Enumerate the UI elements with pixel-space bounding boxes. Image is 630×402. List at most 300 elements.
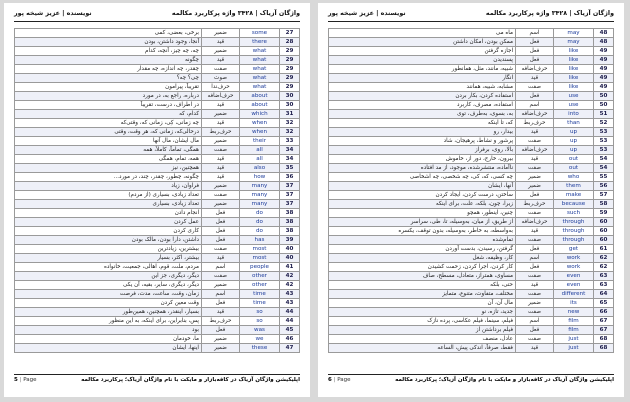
table-row bbox=[15, 56, 300, 65]
part-of-speech: قید bbox=[202, 254, 240, 263]
english-word: its bbox=[554, 299, 594, 308]
persian-meaning: همگی، تماماً، کاملاً، همه bbox=[15, 146, 202, 155]
table-row bbox=[15, 182, 300, 191]
table-row bbox=[329, 335, 614, 344]
part-of-speech: صفت bbox=[516, 290, 554, 299]
persian-meaning: فیلم، سینما، فیلم عکاسی، پرده نازک bbox=[329, 317, 516, 326]
table-row bbox=[15, 299, 300, 308]
english-word: new bbox=[554, 308, 594, 317]
table-row bbox=[329, 164, 614, 173]
part-of-speech: فعل bbox=[202, 227, 240, 236]
part-of-speech: حرف‌اضافه bbox=[202, 92, 240, 101]
persian-meaning: ممکن بودن، امکان داشتن bbox=[329, 38, 516, 47]
part-of-speech: قید bbox=[202, 308, 240, 317]
english-word: such bbox=[554, 209, 594, 218]
part-of-speech: حرف‌ربط bbox=[202, 317, 240, 326]
persian-meaning: پرشور و نشاط، پرهیجان، شاد bbox=[329, 137, 516, 146]
part-of-speech: قید bbox=[202, 164, 240, 173]
row-number: 60 bbox=[594, 236, 614, 245]
row-number: 53 bbox=[594, 146, 614, 155]
part-of-speech: ضمیر bbox=[516, 182, 554, 191]
table-row bbox=[329, 83, 614, 92]
english-word: up bbox=[554, 128, 594, 137]
persian-meaning: چنین، اینطور، همچو bbox=[329, 209, 516, 218]
part-of-speech: حرف‌ندا bbox=[202, 83, 240, 92]
persian-meaning: پسندیدن bbox=[329, 56, 516, 65]
table-row bbox=[15, 92, 300, 101]
row-number: 57 bbox=[594, 191, 614, 200]
page-6 bbox=[318, 3, 624, 397]
row-number: 34 bbox=[280, 155, 300, 164]
row-number: 45 bbox=[280, 326, 300, 335]
table-row bbox=[329, 245, 614, 254]
vocab-table bbox=[328, 28, 614, 353]
persian-meaning: مشابه، شبیه، همانند bbox=[329, 83, 516, 92]
part-of-speech: فعل bbox=[202, 209, 240, 218]
table-row bbox=[329, 29, 614, 38]
part-of-speech: صفت bbox=[202, 272, 240, 281]
persian-meaning: بود bbox=[15, 326, 202, 335]
english-word: many bbox=[240, 191, 280, 200]
persian-meaning: انجام دادن bbox=[15, 209, 202, 218]
row-number: 44 bbox=[280, 308, 300, 317]
english-word: may bbox=[554, 38, 594, 47]
row-number: 62 bbox=[594, 254, 614, 263]
page-footer bbox=[328, 374, 614, 385]
persian-meaning: در اطراف، درست، تقریباً bbox=[15, 101, 202, 110]
row-number: 40 bbox=[280, 245, 300, 254]
row-number: 35 bbox=[280, 164, 300, 173]
row-number: 29 bbox=[280, 83, 300, 92]
row-number: 37 bbox=[280, 200, 300, 209]
part-of-speech: ضمیر bbox=[202, 47, 240, 56]
row-number: 59 bbox=[594, 209, 614, 218]
row-number: 29 bbox=[280, 56, 300, 65]
persian-meaning: تعداد زیادی، بسیاری bbox=[15, 200, 202, 209]
english-word: out bbox=[554, 155, 594, 164]
row-number: 61 bbox=[594, 245, 614, 254]
row-number: 49 bbox=[594, 56, 614, 65]
english-word: like bbox=[554, 56, 594, 65]
english-word: most bbox=[240, 245, 280, 254]
table-row bbox=[329, 236, 614, 245]
persian-meaning: مال ایشان، مال آنها bbox=[15, 137, 202, 146]
part-of-speech: قید bbox=[202, 101, 240, 110]
row-number: 37 bbox=[280, 182, 300, 191]
english-word: other bbox=[240, 281, 280, 290]
part-of-speech: صفت bbox=[516, 308, 554, 317]
english-word: how bbox=[240, 173, 280, 182]
english-word: film bbox=[554, 326, 594, 335]
row-number: 52 bbox=[594, 119, 614, 128]
english-word: work bbox=[554, 254, 594, 263]
english-word: when bbox=[240, 119, 280, 128]
english-word: even bbox=[554, 272, 594, 281]
row-number: 60 bbox=[594, 227, 614, 236]
english-word: even bbox=[554, 281, 594, 290]
part-of-speech: حرف‌ربط bbox=[516, 119, 554, 128]
english-word: just bbox=[554, 335, 594, 344]
page-word: Page bbox=[337, 377, 351, 383]
persian-meaning: استفاده، مصرف، کاربرد bbox=[329, 101, 516, 110]
part-of-speech: قید bbox=[516, 281, 554, 290]
persian-meaning: مال آن، آن bbox=[329, 299, 516, 308]
table-row bbox=[329, 317, 614, 326]
table-row bbox=[15, 146, 300, 155]
row-number: 49 bbox=[594, 47, 614, 56]
english-word: other bbox=[240, 272, 280, 281]
part-of-speech: ضمیر bbox=[516, 299, 554, 308]
table-row bbox=[329, 182, 614, 191]
english-word: some bbox=[240, 29, 280, 38]
persian-meaning: استفاده کردن، بکار بردن bbox=[329, 92, 516, 101]
persian-meaning: مساوی، همتراز، متعادل، مسطح، صاف bbox=[329, 272, 516, 281]
persian-meaning: فیلم برداشتن از bbox=[329, 326, 516, 335]
persian-meaning: همچنین، نیز bbox=[15, 164, 202, 173]
persian-meaning: به، بسوی، به‌طرف، توی bbox=[329, 110, 516, 119]
row-number: 33 bbox=[280, 137, 300, 146]
row-number: 68 bbox=[594, 344, 614, 353]
part-of-speech: صفت bbox=[516, 83, 554, 92]
persian-meaning: اینها، ایشان bbox=[15, 344, 202, 353]
table-row bbox=[329, 308, 614, 317]
row-number: 32 bbox=[280, 119, 300, 128]
english-word: different bbox=[554, 290, 594, 299]
english-word: many bbox=[240, 200, 280, 209]
row-number: 30 bbox=[280, 92, 300, 101]
english-word: into bbox=[554, 110, 594, 119]
table-row bbox=[329, 74, 614, 83]
part-of-speech: قید bbox=[516, 227, 554, 236]
english-word: get bbox=[554, 245, 594, 254]
english-word: do bbox=[240, 227, 280, 236]
header-author: نویسنده | عزیز شیخه پور bbox=[14, 10, 92, 17]
persian-meaning: ساختن، درست کردن، ایجاد کردن bbox=[329, 191, 516, 200]
table-row bbox=[15, 263, 300, 272]
english-word: when bbox=[240, 128, 280, 137]
persian-meaning: کاری کردن bbox=[15, 227, 202, 236]
persian-meaning: شبیه، مانند، مثل، همانطور bbox=[329, 65, 516, 74]
persian-meaning: تمام‌شده bbox=[329, 236, 516, 245]
english-word: we bbox=[240, 335, 280, 344]
row-number: 28 bbox=[280, 38, 300, 47]
part-of-speech: قید bbox=[516, 128, 554, 137]
table-row bbox=[15, 65, 300, 74]
row-number: 62 bbox=[594, 263, 614, 272]
persian-meaning: همه، تمام، همگی bbox=[15, 155, 202, 164]
row-number: 64 bbox=[594, 290, 614, 299]
part-of-speech: اسم bbox=[202, 290, 240, 299]
row-number: 65 bbox=[594, 299, 614, 308]
part-of-speech: صفت bbox=[516, 335, 554, 344]
vocab-table-body bbox=[329, 29, 614, 353]
row-number: 49 bbox=[594, 74, 614, 83]
table-row bbox=[329, 200, 614, 209]
english-word: people bbox=[240, 263, 280, 272]
english-word: them bbox=[554, 182, 594, 191]
row-number: 67 bbox=[594, 326, 614, 335]
part-of-speech: ضمیر bbox=[516, 173, 554, 182]
page-header bbox=[14, 9, 300, 22]
part-of-speech: اسم bbox=[516, 254, 554, 263]
table-row bbox=[15, 227, 300, 236]
english-word: like bbox=[554, 65, 594, 74]
row-number: 29 bbox=[280, 74, 300, 83]
part-of-speech: ضمیر bbox=[202, 110, 240, 119]
table-row bbox=[329, 218, 614, 227]
part-of-speech: صوت bbox=[202, 74, 240, 83]
persian-meaning: عادل، منصف bbox=[329, 335, 516, 344]
table-row bbox=[329, 47, 614, 56]
row-number: 44 bbox=[280, 317, 300, 326]
page-number-label: 5 | Page bbox=[14, 377, 37, 383]
english-word: all bbox=[240, 155, 280, 164]
part-of-speech: فعل bbox=[202, 326, 240, 335]
persian-meaning: تعداد زیادی، بسیاری (از مردم) bbox=[15, 191, 202, 200]
table-row bbox=[15, 155, 300, 164]
table-row bbox=[329, 173, 614, 182]
table-row bbox=[329, 146, 614, 155]
row-number: 49 bbox=[594, 83, 614, 92]
row-number: 51 bbox=[594, 110, 614, 119]
english-word: do bbox=[240, 209, 280, 218]
persian-meaning: ماه می bbox=[329, 29, 516, 38]
page-number: 5 bbox=[14, 377, 18, 383]
table-row bbox=[15, 173, 300, 182]
persian-meaning: مختلف، متفاوت، متنوع، متمایز bbox=[329, 290, 516, 299]
page-number-label: 6 | Page bbox=[328, 377, 351, 383]
footer-note: اپلیکیشن واژگان آزیاک در کافه‌بازار و مایکت با نام واژگان آزیاک؛ پرکاربرد مکالمه bbox=[81, 377, 300, 383]
part-of-speech: فعل bbox=[202, 299, 240, 308]
table-row bbox=[329, 155, 614, 164]
persian-meaning: چه، چه چیز، آنچه، کدام bbox=[15, 47, 202, 56]
vocab-table bbox=[14, 28, 300, 353]
table-row bbox=[329, 137, 614, 146]
row-number: 55 bbox=[594, 173, 614, 182]
row-number: 36 bbox=[280, 173, 300, 182]
persian-meaning: کدام، که bbox=[15, 110, 202, 119]
english-word: like bbox=[554, 83, 594, 92]
part-of-speech: فعل bbox=[516, 263, 554, 272]
persian-meaning: برخی، بعضی، کمی bbox=[15, 29, 202, 38]
row-number: 54 bbox=[594, 155, 614, 164]
row-number: 38 bbox=[280, 209, 300, 218]
row-number: 34 bbox=[280, 146, 300, 155]
row-number: 31 bbox=[280, 110, 300, 119]
part-of-speech: ضمیر bbox=[202, 137, 240, 146]
table-row bbox=[15, 83, 300, 92]
row-number: 38 bbox=[280, 227, 300, 236]
persian-meaning: درحالی‌که، زمانی که، هر وقت، وقتی bbox=[15, 128, 202, 137]
part-of-speech: اسم bbox=[202, 263, 240, 272]
persian-meaning: حتی، بلکه bbox=[329, 281, 516, 290]
english-word: there bbox=[240, 38, 280, 47]
english-word: what bbox=[240, 56, 280, 65]
table-row bbox=[329, 101, 614, 110]
row-number: 67 bbox=[594, 317, 614, 326]
part-of-speech: حرف‌ربط bbox=[516, 200, 554, 209]
persian-meaning: بیشترین، زیادترین bbox=[15, 245, 202, 254]
english-word: use bbox=[554, 92, 594, 101]
persian-meaning: بسیار، اینقدر، همچنین، همین‌طور bbox=[15, 308, 202, 317]
english-word: like bbox=[554, 74, 594, 83]
header-title: واژگان آزیاک | ۳۴۲۸ واژه پرکاربرد مکالمه bbox=[485, 10, 614, 17]
english-word: what bbox=[240, 74, 280, 83]
persian-meaning: از طریق، از میان، به‌وسیله، تا، طی، سراسر bbox=[329, 218, 516, 227]
row-number: 47 bbox=[280, 344, 300, 353]
table-row bbox=[329, 326, 614, 335]
row-number: 27 bbox=[280, 29, 300, 38]
english-word: many bbox=[240, 182, 280, 191]
row-number: 50 bbox=[594, 92, 614, 101]
part-of-speech: قید bbox=[202, 155, 240, 164]
english-word: make bbox=[554, 191, 594, 200]
table-row bbox=[329, 281, 614, 290]
table-row bbox=[15, 281, 300, 290]
english-word: like bbox=[554, 47, 594, 56]
table-row bbox=[329, 119, 614, 128]
persian-meaning: چقدر، چه اندازه، چه مقدار bbox=[15, 65, 202, 74]
table-row bbox=[15, 236, 300, 245]
english-word: which bbox=[240, 110, 280, 119]
part-of-speech: صفت bbox=[202, 245, 240, 254]
page-number: 6 bbox=[328, 377, 332, 383]
persian-meaning: مردم، ملت، قوم، اهالی، جمعیت، خانواده bbox=[15, 263, 202, 272]
english-word: about bbox=[240, 101, 280, 110]
part-of-speech: قید bbox=[516, 74, 554, 83]
english-word: also bbox=[240, 164, 280, 173]
persian-meaning: ناآماده، منتشرشده، موجود، از مد افتاده bbox=[329, 164, 516, 173]
row-number: 53 bbox=[594, 137, 614, 146]
part-of-speech: قید bbox=[202, 173, 240, 182]
row-number: 54 bbox=[594, 164, 614, 173]
page-word: Page bbox=[23, 377, 37, 383]
english-word: up bbox=[554, 146, 594, 155]
part-of-speech: قید bbox=[516, 155, 554, 164]
header-author: نویسنده | عزیز شیخه پور bbox=[328, 10, 406, 17]
part-of-speech: اسم bbox=[516, 101, 554, 110]
part-of-speech: ضمیر bbox=[202, 182, 240, 191]
persian-meaning: گرفتن، رسیدن، بدست آوردن bbox=[329, 245, 516, 254]
table-row bbox=[15, 128, 300, 137]
row-number: 49 bbox=[594, 65, 614, 74]
page-footer bbox=[14, 374, 300, 385]
part-of-speech: صفت bbox=[516, 209, 554, 218]
table-row bbox=[15, 218, 300, 227]
english-word: out bbox=[554, 164, 594, 173]
table-row bbox=[15, 110, 300, 119]
part-of-speech: اسم bbox=[516, 29, 554, 38]
part-of-speech: صفت bbox=[516, 236, 554, 245]
part-of-speech: قید bbox=[202, 38, 240, 47]
part-of-speech: اسم bbox=[516, 317, 554, 326]
part-of-speech: حرف‌اضافه bbox=[516, 146, 554, 155]
persian-meaning: که، تا اینکه bbox=[329, 119, 516, 128]
row-number: 29 bbox=[280, 47, 300, 56]
row-number: 37 bbox=[280, 191, 300, 200]
persian-meaning: بالا، روی، برفراز bbox=[329, 146, 516, 155]
row-number: 40 bbox=[280, 254, 300, 263]
english-word: than bbox=[554, 119, 594, 128]
row-number: 38 bbox=[280, 218, 300, 227]
english-word: through bbox=[554, 236, 594, 245]
part-of-speech: صفت bbox=[516, 164, 554, 173]
table-row bbox=[15, 29, 300, 38]
table-row bbox=[15, 137, 300, 146]
english-word: these bbox=[240, 344, 280, 353]
table-row bbox=[329, 299, 614, 308]
part-of-speech: ضمیر bbox=[202, 335, 240, 344]
table-row bbox=[15, 272, 300, 281]
table-row bbox=[329, 344, 614, 353]
persian-meaning: تقریباً، پیرامون bbox=[15, 83, 202, 92]
persian-meaning: چه زمانی، کِی، زمانی که، وقتی‌که bbox=[15, 119, 202, 128]
part-of-speech: قید bbox=[516, 344, 554, 353]
row-number: 42 bbox=[280, 272, 300, 281]
row-number: 63 bbox=[594, 272, 614, 281]
row-number: 39 bbox=[280, 236, 300, 245]
table-row bbox=[15, 326, 300, 335]
page-header bbox=[328, 9, 614, 22]
table-row bbox=[329, 65, 614, 74]
english-word: who bbox=[554, 173, 594, 182]
persian-meaning: کار، وظیفه، شغل bbox=[329, 254, 516, 263]
persian-meaning: اجازه گرفتن bbox=[329, 47, 516, 56]
part-of-speech: ضمیر bbox=[202, 200, 240, 209]
table-row bbox=[15, 164, 300, 173]
persian-meaning: کار کردن، اجرا کردن، زحمت کشیدن bbox=[329, 263, 516, 272]
english-word: through bbox=[554, 218, 594, 227]
table-row bbox=[329, 56, 614, 65]
part-of-speech: حرف‌اضافه bbox=[516, 65, 554, 74]
part-of-speech: صفت bbox=[516, 272, 554, 281]
table-row bbox=[15, 308, 300, 317]
table-row bbox=[15, 101, 300, 110]
part-of-speech: حرف‌اضافه bbox=[516, 110, 554, 119]
english-word: was bbox=[240, 326, 280, 335]
part-of-speech: فعل bbox=[516, 191, 554, 200]
row-number: 29 bbox=[280, 65, 300, 74]
table-row bbox=[15, 191, 300, 200]
part-of-speech: فعل bbox=[516, 245, 554, 254]
english-word: most bbox=[240, 254, 280, 263]
part-of-speech: حرف‌ربط bbox=[202, 128, 240, 137]
part-of-speech: فعل bbox=[202, 218, 240, 227]
part-of-speech: فعل bbox=[516, 92, 554, 101]
row-number: 48 bbox=[594, 38, 614, 47]
row-number: 60 bbox=[594, 218, 614, 227]
page-5 bbox=[4, 3, 310, 397]
table-row bbox=[329, 38, 614, 47]
vocab-table-body bbox=[15, 29, 300, 353]
row-number: 46 bbox=[280, 335, 300, 344]
english-word: up bbox=[554, 137, 594, 146]
row-number: 58 bbox=[594, 200, 614, 209]
english-word: what bbox=[240, 65, 280, 74]
row-number: 56 bbox=[594, 182, 614, 191]
table-row bbox=[15, 254, 300, 263]
english-word: may bbox=[554, 29, 594, 38]
persian-meaning: پس، بنابراین، برای اینکه، به این منظور bbox=[15, 317, 202, 326]
table-row bbox=[15, 245, 300, 254]
persian-meaning: ما، خودمان bbox=[15, 335, 202, 344]
part-of-speech: ضمیر bbox=[202, 281, 240, 290]
table-row bbox=[15, 335, 300, 344]
english-word: has bbox=[240, 236, 280, 245]
row-number: 41 bbox=[280, 263, 300, 272]
table-row bbox=[15, 47, 300, 56]
persian-meaning: چه کسی، که، کی، چه شخصی، چه اشخاصی bbox=[329, 173, 516, 182]
